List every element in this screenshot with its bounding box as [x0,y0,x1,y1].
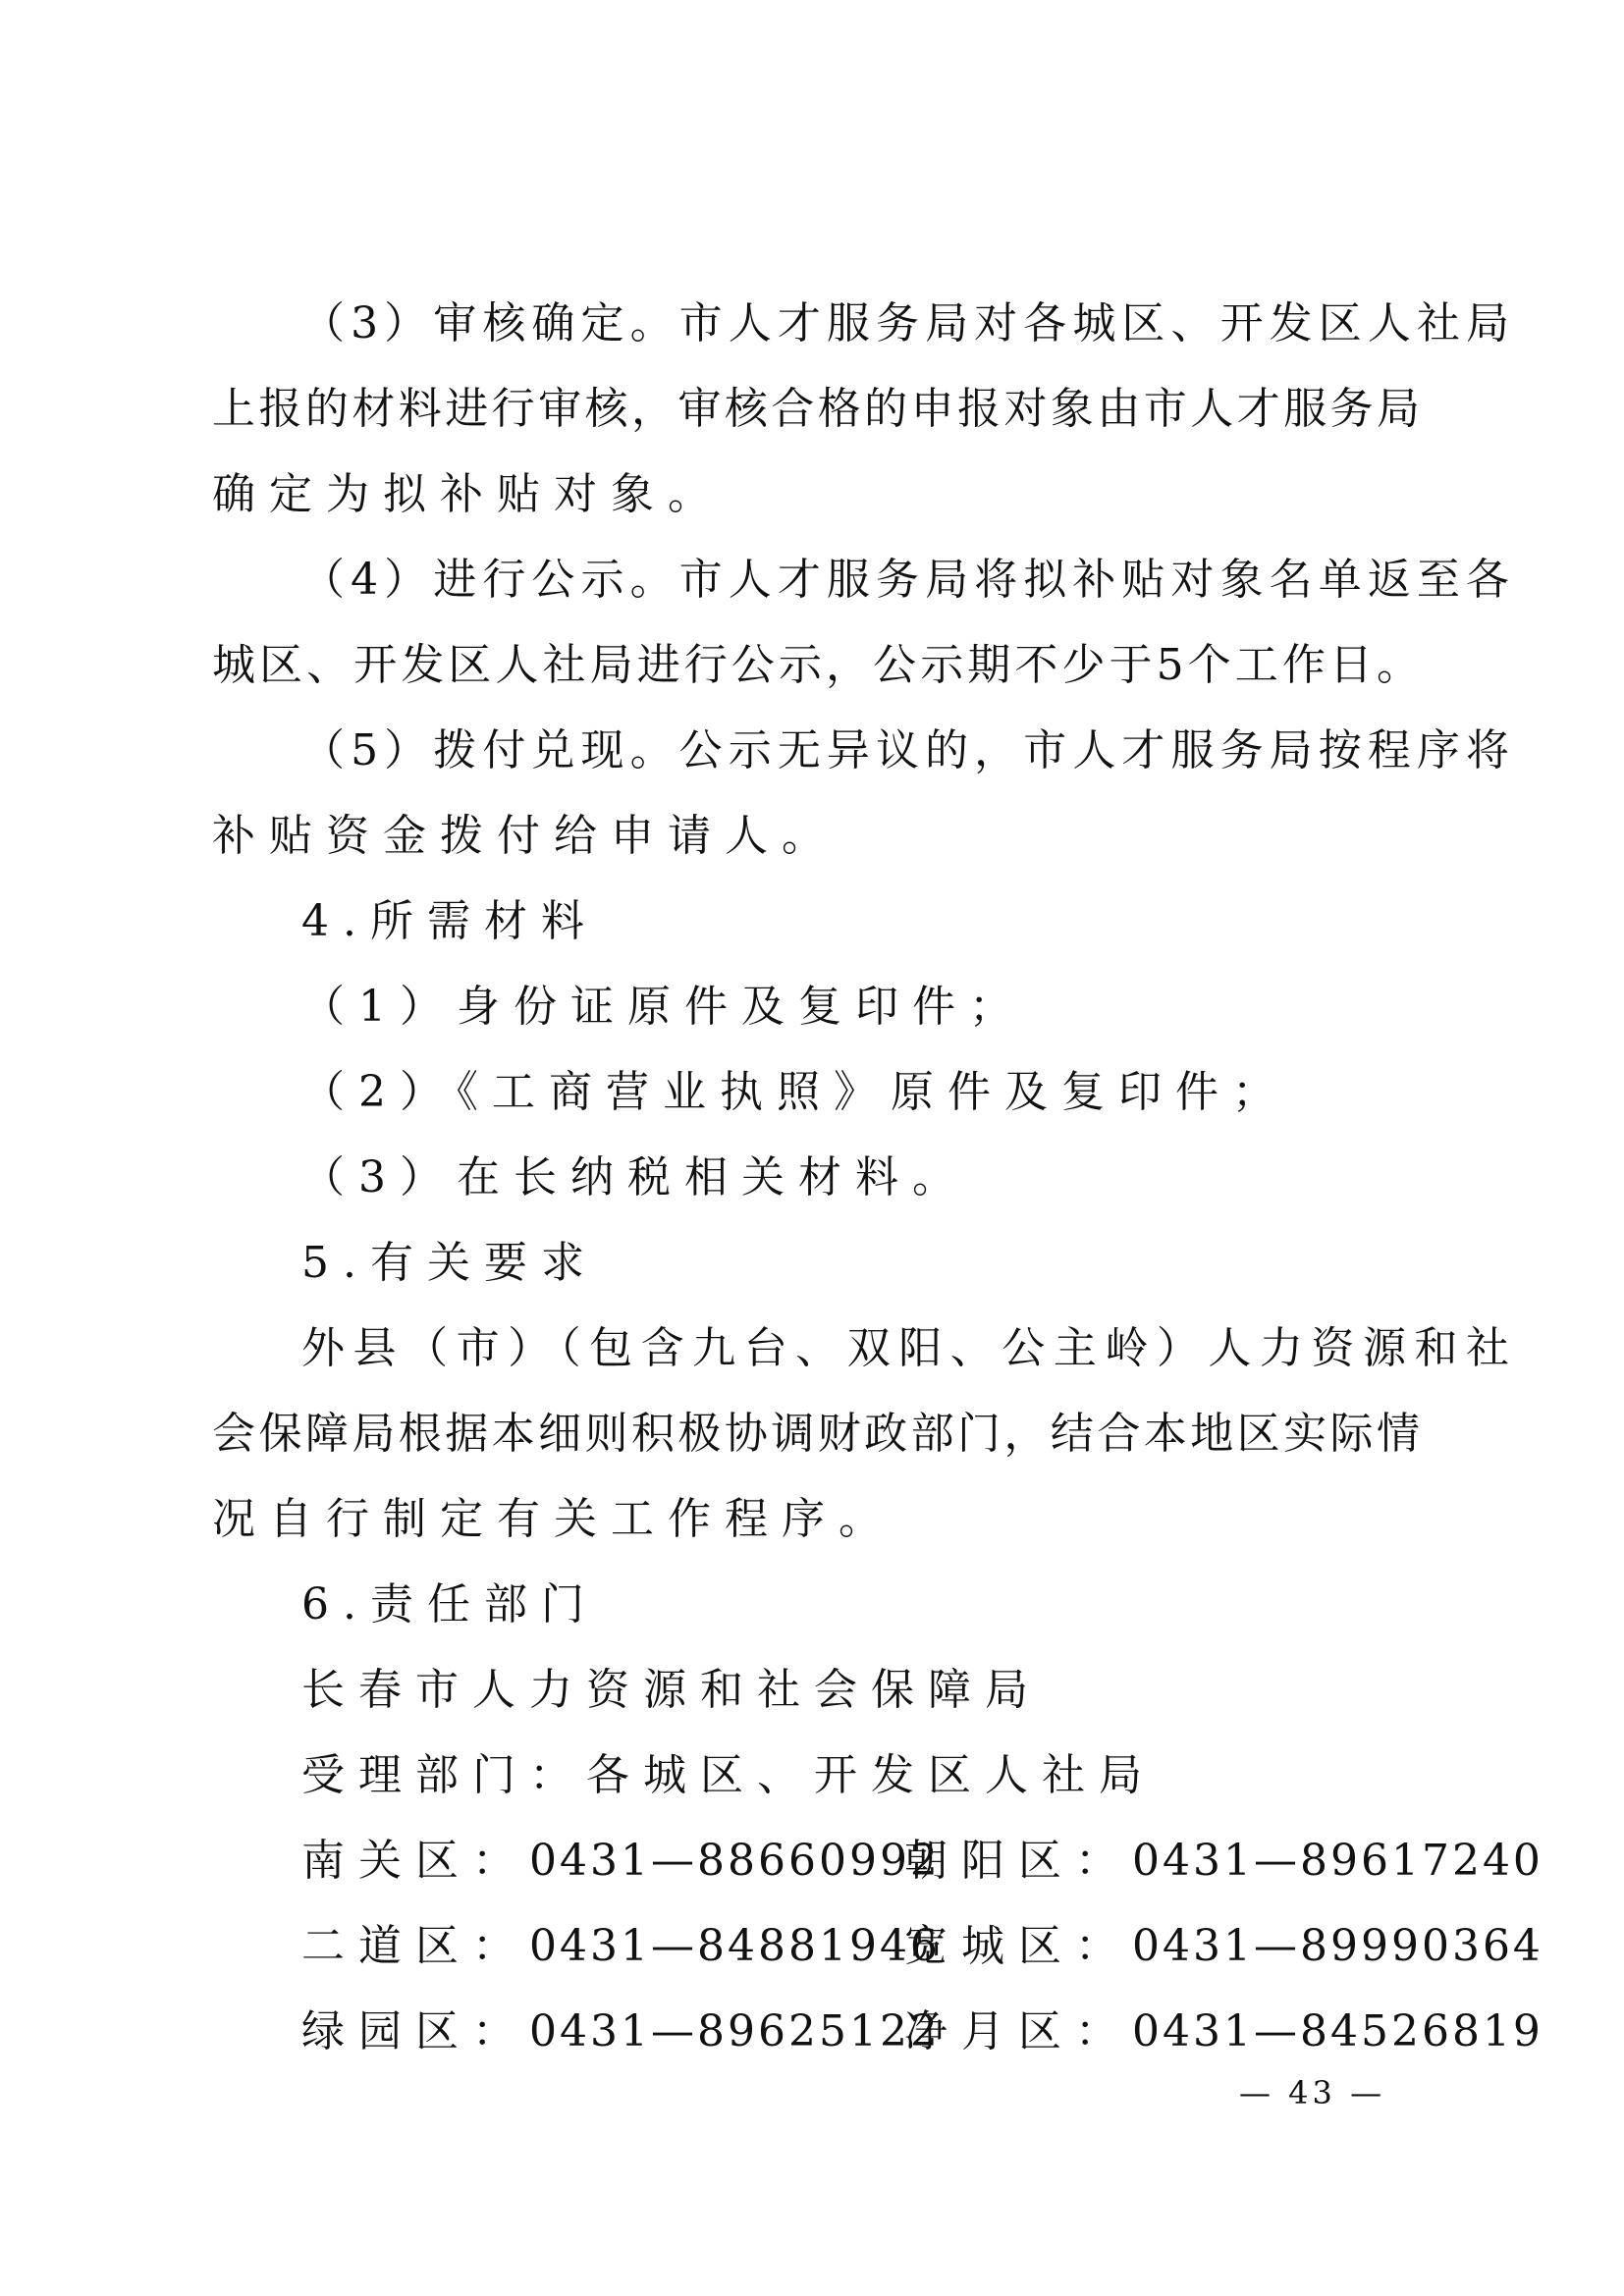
phone-number: 0431—89625122 [529,2006,941,2056]
district-label: 宽城区： [904,1921,1132,1971]
phone-number: 0431—88660992 [529,1836,941,1886]
paragraph-line: （4）进行公示。市人才服务局将拟补贴对象名单返至各 [301,555,1509,605]
section-heading: 6.责任部门 [301,1579,598,1629]
paragraph-line: 会保障局根据本细则积极协调财政部门，结合本地区实际情 [212,1409,1420,1459]
phone-number: 0431—89617240 [1132,1836,1543,1886]
section-heading: 5.有关要求 [301,1238,598,1288]
phone-row [301,1832,1543,1891]
district-label: 南关区： [301,1836,529,1886]
phone-entry-right [904,2002,1543,2061]
accepting-department: 受理部门：各城区、开发区人社局 [301,1750,1156,1800]
phone-number: 0431—84881946 [529,1921,941,1971]
phone-entry-right [904,1832,1543,1891]
phone-entry-right [904,1917,1543,1976]
page-number: — 43 — [1239,2074,1386,2111]
paragraph-line: 城区、开发区人社局进行公示，公示期不少于5个工作日。 [212,640,1420,690]
list-item: （1）身份证原件及复印件； [301,982,1026,1032]
district-label: 绿园区： [301,2006,529,2056]
paragraph-line: （5）拨付兑现。公示无异议的，市人才服务局按程序将 [301,725,1509,775]
paragraph-line: 况自行制定有关工作程序。 [212,1494,895,1544]
phone-row [301,1917,1543,1976]
paragraph-line: 上报的材料进行审核，审核合格的申报对象由市人才服务局 [212,384,1420,434]
section-heading: 4.所需材料 [301,896,598,946]
paragraph-line: 确定为拟补贴对象。 [212,469,725,519]
list-item: （3）在长纳税相关材料。 [301,1152,969,1202]
list-item: （2）《工商营业执照》原件及复印件； [301,1067,1289,1117]
district-label: 朝阳区： [904,1836,1132,1886]
department-name: 长春市人力资源和社会保障局 [301,1665,1042,1715]
district-label: 净月区： [904,2006,1132,2056]
phone-number: 0431—89990364 [1132,1921,1543,1971]
phone-row [301,2002,1543,2061]
district-label: 二道区： [301,1921,529,1971]
phone-number: 0431—84526819 [1132,2006,1543,2056]
paragraph-line: 补贴资金拨付给申请人。 [212,811,839,861]
paragraph-line: 外县（市）（包含九台、双阳、公主岭）人力资源和社 [301,1323,1509,1373]
paragraph-line: （3）审核确定。市人才服务局对各城区、开发区人社局 [301,298,1509,348]
